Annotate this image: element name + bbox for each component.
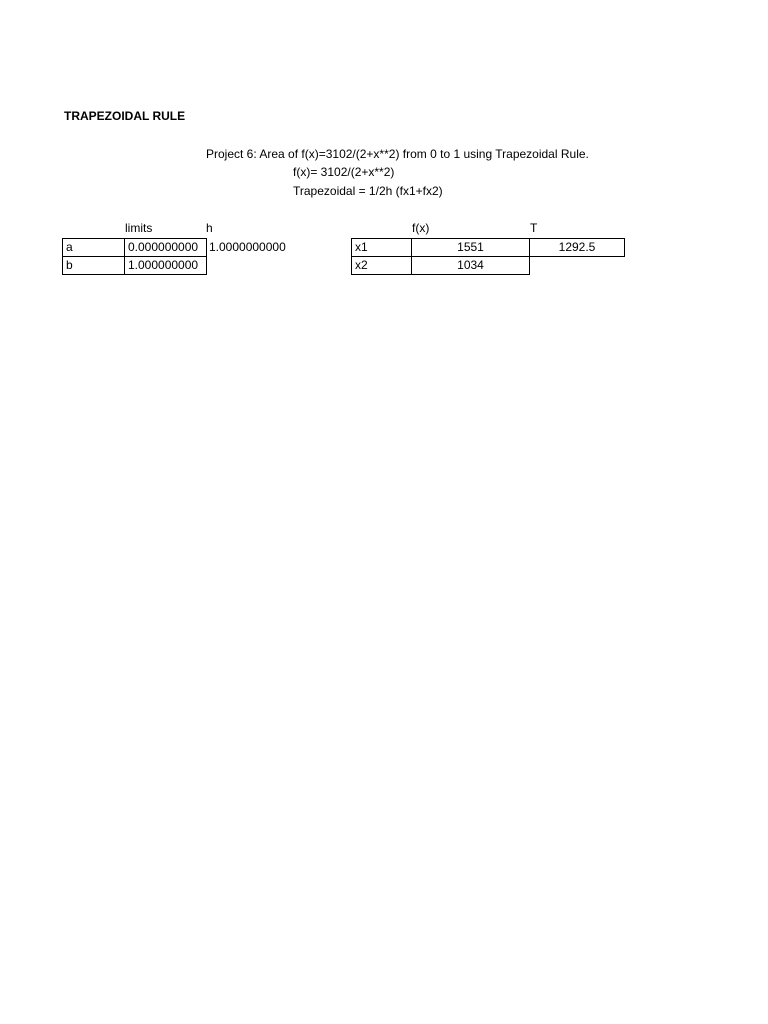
limit-value-cell[interactable]: 1.000000000 [125,257,207,275]
x-label-cell[interactable]: x2 [352,257,412,275]
trapezoidal-formula: Trapezoidal = 1/2h (fx1+fx2) [293,184,443,198]
project-description: Project 6: Area of f(x)=3102/(2+x**2) from 0 to 1 using Trapezoidal Rule. [206,147,589,161]
fx-value-cell[interactable]: 1551 [412,239,530,257]
t-result-cell[interactable]: 1292.5 [530,239,625,257]
limit-label-cell[interactable]: a [63,239,125,257]
table-row [63,257,207,275]
function-definition: f(x)= 3102/(2+x**2) [293,165,395,179]
t-header: T [530,221,538,235]
table-row [352,257,625,275]
limits-table [62,238,207,275]
table-row [352,239,625,257]
limits-header: limits [125,221,153,235]
page-title: TRAPEZOIDAL RULE [64,109,186,123]
empty-cell [530,257,625,275]
fx-table [351,238,625,275]
x-label-cell[interactable]: x1 [352,239,412,257]
h-header: h [206,221,213,235]
limit-label-cell[interactable]: b [63,257,125,275]
table-row [63,239,207,257]
fx-header: f(x) [412,221,430,235]
limit-value-cell[interactable]: 0.000000000 [125,239,207,257]
fx-value-cell[interactable]: 1034 [412,257,530,275]
h-value[interactable]: 1.0000000000 [209,240,286,254]
